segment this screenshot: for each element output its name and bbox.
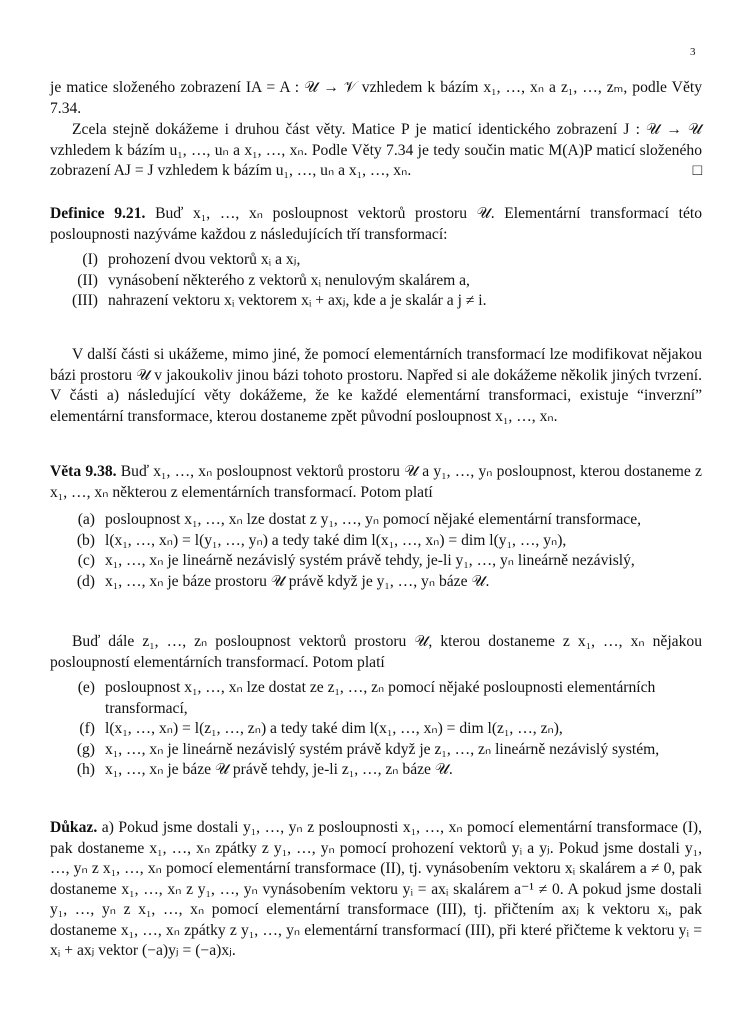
- theorem-list-2: [50, 678, 702, 781]
- definition-paragraph: [50, 204, 702, 245]
- intro-paragraph-2-text: Zcela stejně dokážeme i druhou část věty. Matice P je maticí identického zobrazení J : 𝒰 → 𝒰 vzhledem k bázím u₁, …, uₙ a x₁, …, xₙ. Podle Věty 7.34 je tedy součin matic M(A)P maticí složeného zobrazení AJ = J vzhledem k bázím u₁, …, uₙ a x₁, …, xₙ.: [50, 121, 702, 179]
- list-item: [50, 678, 702, 719]
- intro-paragraph-2: [50, 120, 702, 182]
- item-label: (III): [72, 292, 98, 309]
- theorem-text: Buď x₁, …, xₙ posloupnost vektorů prostoru 𝒰 a y₁, …, yₙ posloupnost, kterou dostaneme z x₁, …, xₙ některou z elementárních transformací. Potom platí: [50, 463, 702, 501]
- item-text: nahrazení vektoru xᵢ vektorem xᵢ + axⱼ, kde a je skalár a j ≠ i.: [108, 292, 487, 309]
- list-item: [50, 719, 702, 740]
- theorem-head: Věta 9.38.: [50, 463, 117, 480]
- item-label: (d): [76, 572, 95, 590]
- list-item: [50, 572, 702, 593]
- list-item: [50, 250, 702, 271]
- item-text: vynásobení některého z vektorů xᵢ nenulovým skalárem a,: [108, 271, 470, 289]
- item-text: x₁, …, xₙ je lineárně nezávislý systém právě tehdy, je-li y₁, …, yₙ lineárně nezávislý,: [105, 552, 635, 569]
- item-label: (a): [77, 511, 95, 528]
- page-number: 3: [690, 46, 696, 58]
- item-label: (I): [82, 251, 98, 268]
- qed-symbol: □: [692, 162, 702, 179]
- theorem-list-1: [50, 510, 702, 592]
- item-text: l(x₁, …, xₙ) = l(y₁, …, yₙ) a tedy také dim l(x₁, …, xₙ) = dim l(y₁, …, yₙ),: [105, 531, 567, 549]
- definition-list: [50, 250, 702, 312]
- item-text: x₁, …, xₙ je báze 𝒰 právě tehdy, je-li z₁, …, zₙ báze 𝒰.: [105, 761, 453, 778]
- item-label: (b): [76, 531, 95, 549]
- definition-head: Definice 9.21.: [50, 205, 146, 222]
- proof-head: Důkaz.: [50, 819, 98, 836]
- list-item: [50, 531, 702, 552]
- item-text: posloupnost x₁, …, xₙ lze dostat ze z₁, …, zₙ pomocí nějaké posloupnosti elementárních transformací,: [105, 679, 656, 717]
- intro-paragraph-1: je matice složeného zobrazení IA = A : 𝒰 → 𝒱 vzhledem k bázím x₁, …, xₙ a z₁, …, zₘ, podle Věty 7.34.: [50, 79, 702, 117]
- list-item: [50, 740, 702, 761]
- list-item: [50, 510, 702, 531]
- theorem-paragraph-2: Buď dále z₁, …, zₙ posloupnost vektorů prostoru 𝒰, kterou dostaneme z x₁, …, xₙ nějakou posloupností elementárních transformací. Potom platí: [50, 633, 702, 671]
- next-paragraph: V další části si ukážeme, mimo jiné, že pomocí elementárních transformací lze modifikovat nějakou bázi prostoru 𝒰 v jakoukoliv jinou bázi tohoto prostoru. Napřed si ale dokážeme několik jiných tvrzení. V části a) následující věty dokážeme, že ke každé elementární transformaci, existuje “inverzní” elementární transformace, kterou dostaneme zpět původní posloupnost x₁, …, xₙ.: [50, 346, 702, 425]
- theorem-paragraph: [50, 462, 702, 503]
- item-label: (II): [77, 271, 98, 289]
- item-text: l(x₁, …, xₙ) = l(z₁, …, zₙ) a tedy také dim l(x₁, …, xₙ) = dim l(z₁, …, zₙ),: [105, 720, 563, 737]
- item-label: (f): [79, 720, 95, 737]
- item-text: x₁, …, xₙ je lineárně nezávislý systém právě když je z₁, …, zₙ lineárně nezávislý systém,: [105, 740, 660, 758]
- item-label: (g): [76, 740, 95, 758]
- definition-text: Buď x₁, …, xₙ posloupnost vektorů prostoru 𝒰. Elementární transformací této posloupnosti nazýváme každou z následujících tří transformací:: [50, 205, 702, 243]
- item-label: (e): [77, 679, 95, 696]
- list-item: [50, 760, 702, 781]
- list-item: [50, 271, 702, 292]
- item-text: x₁, …, xₙ je báze prostoru 𝒰 právě když je y₁, …, yₙ báze 𝒰.: [105, 572, 490, 590]
- proof-text: a) Pokud jsme dostali y₁, …, yₙ z posloupnosti x₁, …, xₙ pomocí elementární transformace (I), pak dostaneme x₁, …, xₙ zpátky z y₁, …, yₙ pomocí prohození vektorů yᵢ a yⱼ. Pokud jsme dostali y₁, …, yₙ z x₁, …, xₙ pomocí elementární transformace (II), tj. vynásobením vektoru xᵢ skalárem a ≠ 0, pak dostaneme x₁, …, xₙ z y₁, …, yₙ vynásobením vektoru yᵢ = axᵢ skalárem a⁻¹ ≠ 0. A pokud jsme dostali y₁, …, yₙ z x₁, …, xₙ pomocí elementární transformace (III), tj. přičtením axⱼ k vektoru xᵢ, pak dostaneme x₁, …, xₙ zpátky z y₁, …, yₙ elementární transformací (III), při které přičteme k vektoru yᵢ = xᵢ + axⱼ vektor (−a)yⱼ = (−a)xⱼ.: [50, 819, 702, 959]
- proof-paragraph: [50, 818, 702, 962]
- list-item: [50, 551, 702, 572]
- item-label: (h): [76, 761, 95, 778]
- item-text: prohození dvou vektorů xᵢ a xⱼ,: [108, 251, 301, 268]
- list-item: [50, 291, 702, 312]
- item-label: (c): [77, 552, 95, 569]
- item-text: posloupnost x₁, …, xₙ lze dostat z y₁, …, yₙ pomocí nějaké elementární transformace,: [105, 511, 642, 528]
